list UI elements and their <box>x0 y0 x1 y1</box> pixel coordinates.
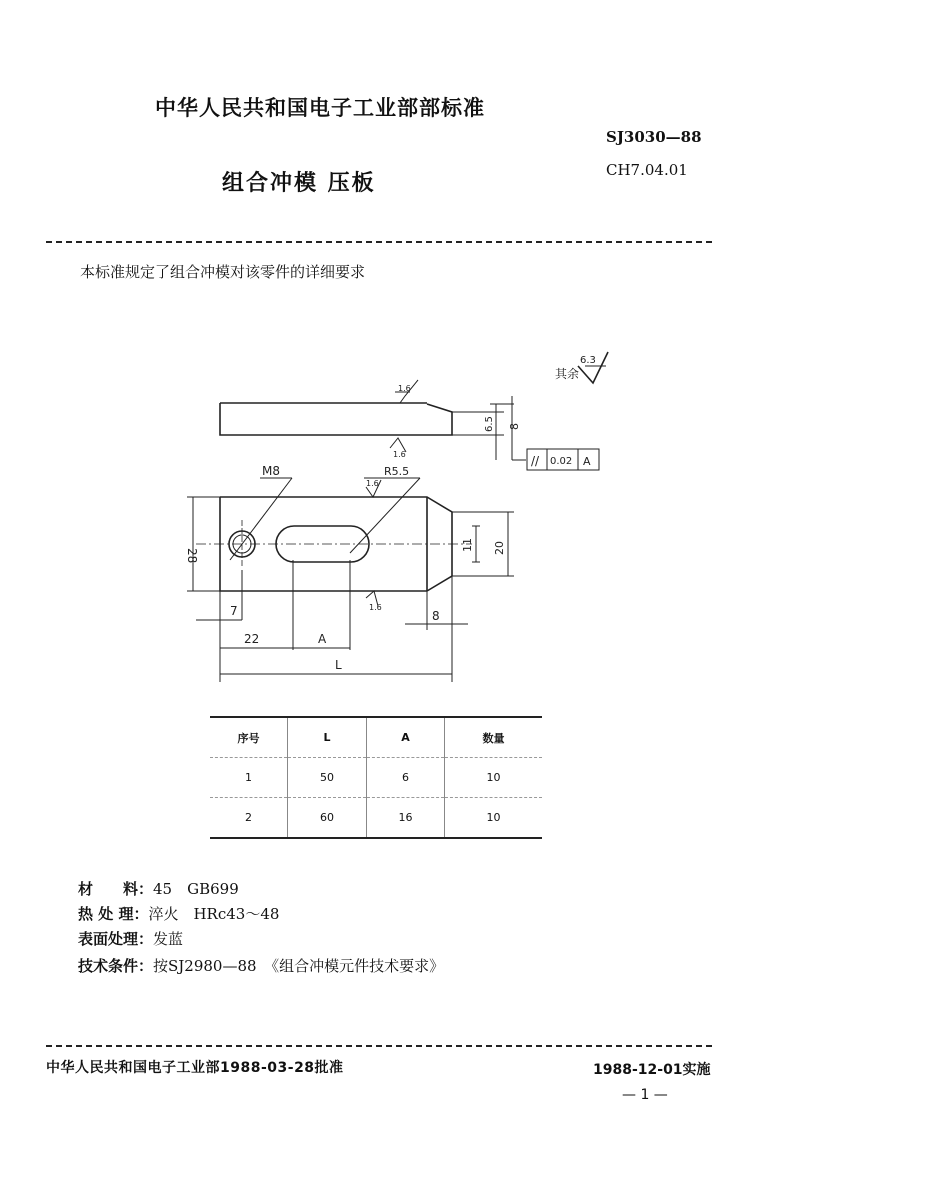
cell-A: 16 <box>367 798 445 839</box>
footer-divider <box>46 1045 712 1047</box>
roughness-1: 1.6 <box>398 384 411 393</box>
spec-value: 淬火 HRc43～48 <box>148 905 280 923</box>
cell-seq: 1 <box>245 771 252 784</box>
spec-value: 发蓝 <box>153 930 184 948</box>
spec-technical-conditions <box>78 955 444 976</box>
roughness-default-value: 6.3 <box>580 355 596 366</box>
standard-number: SJ3030—88 <box>606 128 702 146</box>
scope-statement: 本标准规定了组合冲模对该零件的详细要求 <box>80 263 366 281</box>
dim-height: 28 <box>185 548 199 564</box>
dimension-table <box>210 716 542 839</box>
spec-heat-treatment <box>78 903 279 924</box>
spec-value: 按SJ2980—88 《组合冲模元件技术要求》 <box>153 957 445 975</box>
table-header-row <box>210 717 542 758</box>
dim-slot-width: 11 <box>461 538 474 552</box>
cell-L: 50 <box>288 758 367 798</box>
classification-code: CH7.04.01 <box>606 161 688 179</box>
approval-line: 中华人民共和国电子工业部1988-03-28批准 <box>46 1060 344 1076</box>
parallelism-symbol: // <box>531 454 540 468</box>
roughness-default-label: 其余 <box>555 367 580 381</box>
document-title: 组合冲模 压板 <box>222 171 376 196</box>
parallelism-tolerance: 0.02 <box>550 456 573 467</box>
col-header-A: A <box>367 717 445 758</box>
roughness-4: 1.6 <box>369 603 382 612</box>
dim-L: L <box>335 658 342 672</box>
implementation-date: 1988-12-01实施 <box>593 1062 711 1078</box>
col-header-L: L <box>288 717 367 758</box>
table-row <box>210 758 542 798</box>
spec-label: 材 料： <box>78 880 154 898</box>
spec-label: 表面处理： <box>78 930 154 948</box>
spec-material <box>78 878 239 899</box>
cell-L: 60 <box>288 798 367 839</box>
dim-bottom-8: 8 <box>432 609 440 623</box>
roughness-2: 1.6 <box>393 450 406 459</box>
dim-22: 22 <box>244 632 260 646</box>
top-view <box>187 478 514 682</box>
dim-radius: R5.5 <box>384 465 410 478</box>
col-header-seq: 序号 <box>237 731 260 745</box>
dim-end-width: 20 <box>493 541 506 555</box>
cell-A: 6 <box>367 758 445 798</box>
spec-label: 技术条件： <box>78 957 154 975</box>
spec-surface-treatment <box>78 928 183 949</box>
page-number: — 1 — <box>622 1087 668 1103</box>
cell-qty: 10 <box>445 758 543 798</box>
dim-thickness: 6.5 <box>484 416 495 432</box>
cell-seq: 2 <box>245 811 252 824</box>
side-view <box>220 380 526 460</box>
spec-value: 45 GB699 <box>153 880 239 898</box>
dim-7: 7 <box>230 604 238 618</box>
dim-side-8: 8 <box>508 423 521 430</box>
dim-thread: M8 <box>262 464 280 478</box>
issuing-organization: 中华人民共和国电子工业部部标准 <box>155 96 485 120</box>
roughness-3: 1.6 <box>366 479 379 488</box>
spec-label: 热 处 理： <box>78 905 149 923</box>
cell-qty: 10 <box>445 798 543 839</box>
table-row <box>210 798 542 839</box>
dim-A: A <box>318 632 327 646</box>
col-header-qty: 数量 <box>445 717 543 758</box>
datum-label: A <box>583 455 591 468</box>
